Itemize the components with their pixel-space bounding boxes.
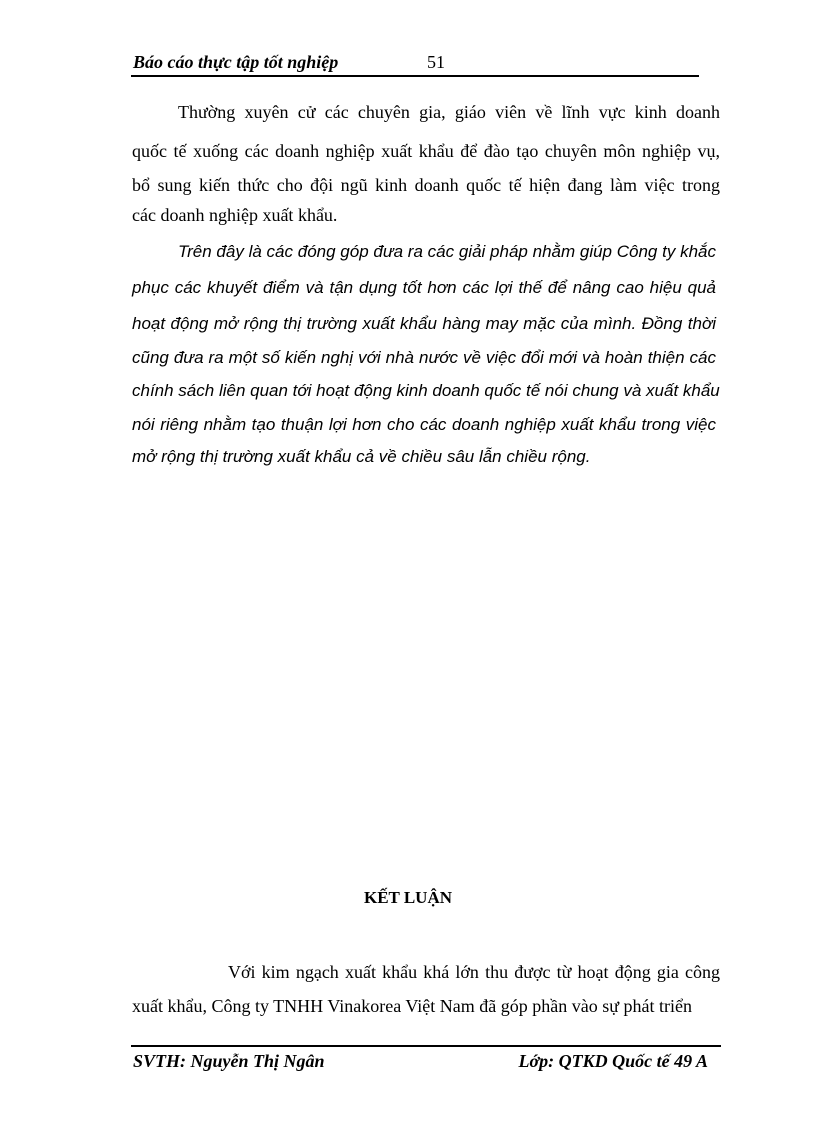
paragraph-2-line: hoạt động mở rộng thị trường xuất khẩu hàng may mặc của mình. Đồng thời [132,314,716,333]
footer-divider [131,1045,721,1047]
paragraph-1-line: các doanh nghiệp xuất khẩu. [132,205,338,225]
header-divider [131,75,699,77]
paragraph-2-line: cũng đưa ra một số kiến nghị với nhà nước về việc đổi mới và hoàn thiện các [132,348,716,367]
paragraph-2-line: phục các khuyết điểm và tận dụng tốt hơn các lợi thế để nâng cao hiệu quả [132,278,716,297]
paragraph-2-line: mở rộng thị trường xuất khẩu cả về chiều sâu lẫn chiều rộng. [132,447,591,466]
paragraph-2-line: nói riêng nhằm tạo thuận lợi hơn cho các doanh nghiệp xuất khẩu trong việc [132,415,716,434]
conclusion-line: Với kim ngạch xuất khẩu khá lớn thu được từ hoạt động gia công [228,962,720,982]
paragraph-1-line: bổ sung kiến thức cho đội ngũ kinh doanh quốc tế hiện đang làm việc trong [132,175,720,195]
footer-class: Lớp: QTKD Quốc tế 49 A [518,1051,708,1071]
conclusion-line: xuất khẩu, Công ty TNHH Vinakorea Việt Nam đã góp phần vào sự phát triển [132,996,692,1016]
paragraph-2-line: chính sách liên quan tới hoạt động kinh doanh quốc tế nói chung và xuất khẩu [132,381,720,400]
paragraph-1-line: Thường xuyên cử các chuyên gia, giáo viên về lĩnh vực kinh doanh [178,102,720,122]
conclusion-heading: KẾT LUẬN [363,888,452,907]
footer-author: SVTH: Nguyễn Thị Ngân [133,1051,325,1071]
paragraph-2-line: Trên đây là các đóng góp đưa ra các giải pháp nhằm giúp Công ty khắc [178,242,716,261]
page-number: 51 [427,52,445,72]
paragraph-1-line: quốc tế xuống các doanh nghiệp xuất khẩu để đào tạo chuyên môn nghiệp vụ, [132,141,720,161]
header-title: Báo cáo thực tập tốt nghiệp [133,52,339,72]
